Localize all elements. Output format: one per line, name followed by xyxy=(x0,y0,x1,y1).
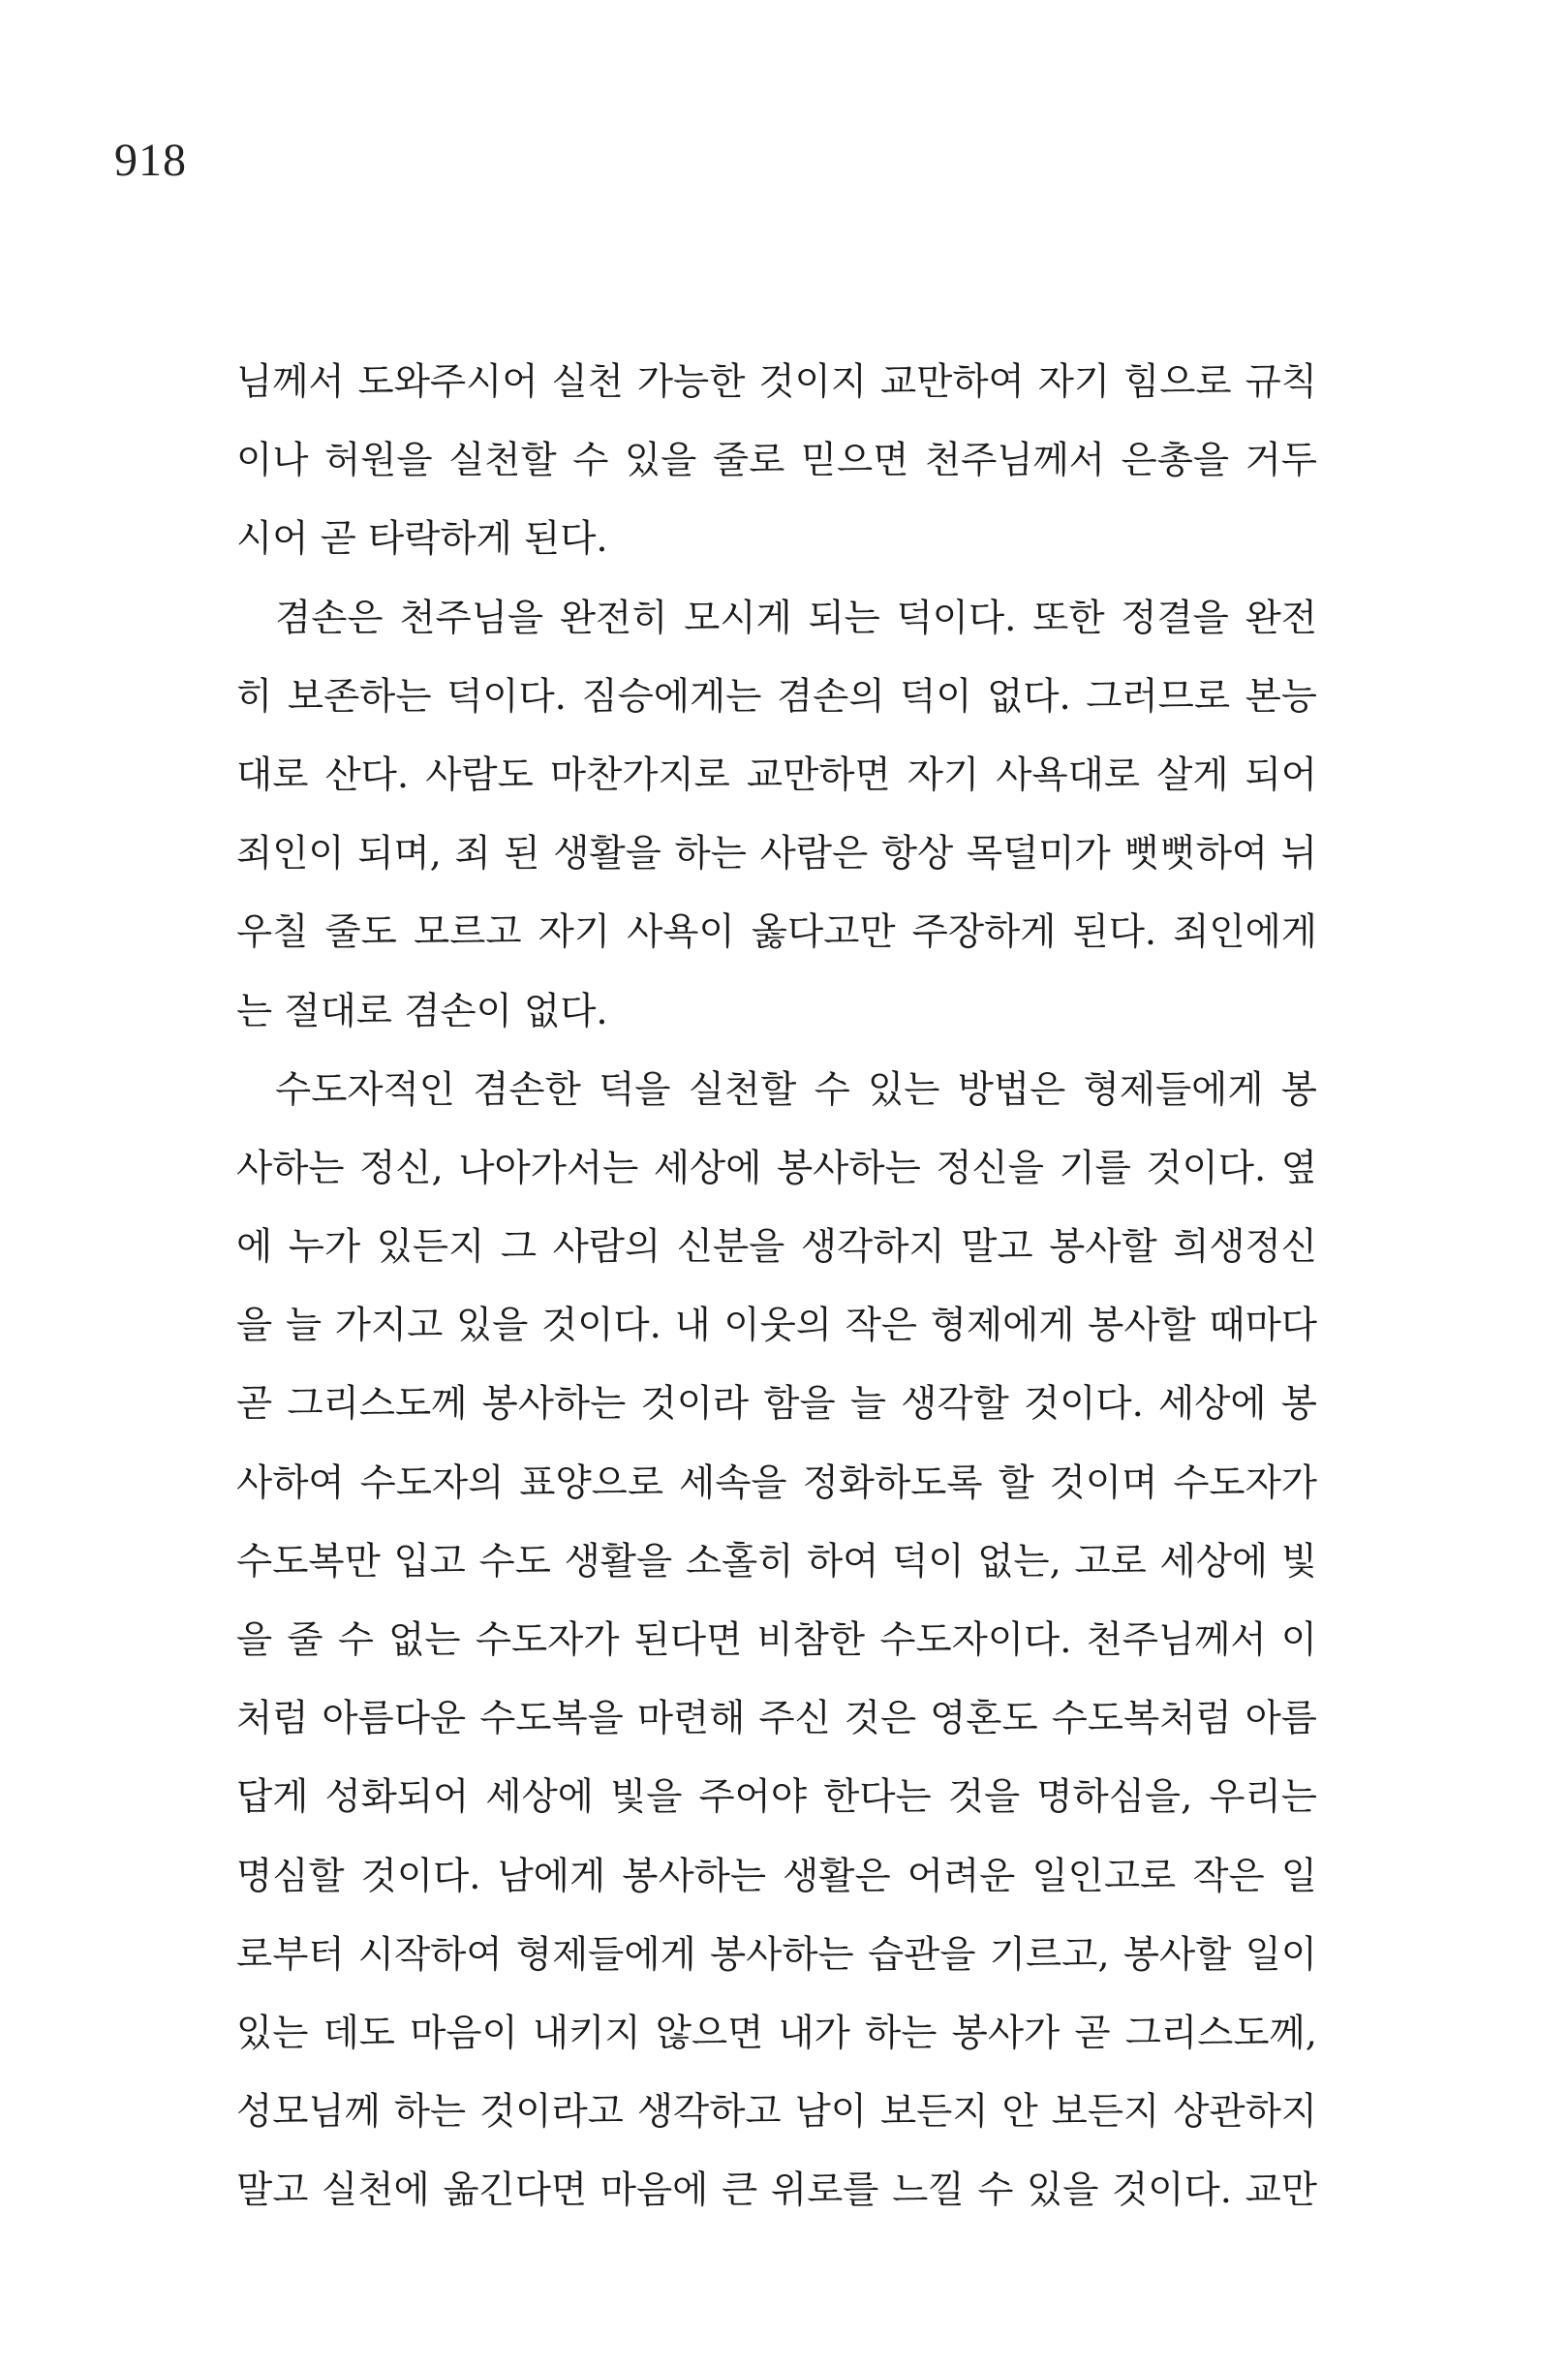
text-line: 에 누가 있든지 그 사람의 신분을 생각하지 말고 봉사할 희생정신 xyxy=(236,1225,1317,1270)
text-line: 명심할 것이다. 남에게 봉사하는 생활은 어려운 일인고로 작은 일 xyxy=(236,1854,1317,1898)
text-line: 수도자적인 겸손한 덕을 실천할 수 있는 방법은 형제들에게 봉 xyxy=(275,1067,1317,1112)
text-line: 을 줄 수 없는 수도자가 된다면 비참한 수도자이다. 천주님께서 이 xyxy=(236,1618,1317,1662)
page-number: 918 xyxy=(114,135,187,186)
text-line: 말고 실천에 옮긴다면 마음에 큰 위로를 느낄 수 있을 것이다. 교만 xyxy=(236,2168,1317,2213)
text-line: 곧 그리스도께 봉사하는 것이라 함을 늘 생각할 것이다. 세상에 봉 xyxy=(236,1382,1317,1427)
text-line: 우칠 줄도 모르고 자기 사욕이 옳다고만 주장하게 된다. 죄인에게 xyxy=(236,910,1317,955)
text-line: 이나 허원을 실천할 수 있을 줄로 믿으면 천주님께서 은총을 거두 xyxy=(236,439,1317,483)
text-line: 로부터 시작하여 형제들에게 봉사하는 습관을 기르고, 봉사할 일이 xyxy=(236,1932,1317,1977)
text-line: 히 보존하는 덕이다. 짐승에게는 겸손의 덕이 없다. 그러므로 본능 xyxy=(236,674,1317,719)
text-line: 성모님께 하는 것이라고 생각하고 남이 보든지 안 보든지 상관하지 xyxy=(236,2090,1317,2135)
body-text xyxy=(236,343,1317,2230)
text-line: 처럼 아름다운 수도복을 마련해 주신 것은 영혼도 수도복처럼 아름 xyxy=(236,1697,1317,1741)
text-line: 죄인이 되며, 죄 된 생활을 하는 사람은 항상 목덜미가 뻣뻣하여 뉘 xyxy=(236,832,1317,876)
text-line: 사하는 정신, 나아가서는 세상에 봉사하는 정신을 기를 것이다. 옆 xyxy=(236,1146,1317,1190)
text-line: 있는 데도 마음이 내키지 않으면 내가 하는 봉사가 곧 그리스도께, xyxy=(236,2011,1317,2055)
text-line: 대로 산다. 사람도 마찬가지로 교만하면 자기 사욕대로 살게 되어 xyxy=(236,753,1317,797)
text-line: 는 절대로 겸손이 없다. xyxy=(236,989,608,1033)
text-line: 수도복만 입고 수도 생활을 소홀히 하여 덕이 없는, 고로 세상에 빛 xyxy=(236,1539,1317,1584)
text-line: 겸손은 천주님을 완전히 모시게 되는 덕이다. 또한 정결을 완전 xyxy=(275,596,1317,640)
text-line: 을 늘 가지고 있을 것이다. 내 이웃의 작은 형제에게 봉사할 때마다 xyxy=(236,1304,1317,1348)
text-line: 답게 성화되어 세상에 빛을 주어야 한다는 것을 명하심을, 우리는 xyxy=(236,1775,1317,1820)
text-line: 사하여 수도자의 표양으로 세속을 정화하도록 할 것이며 수도자가 xyxy=(236,1461,1317,1505)
text-line: 님께서 도와주시어 실천 가능한 것이지 교만하여 자기 힘으로 규칙 xyxy=(236,360,1317,404)
text-line: 시어 곧 타락하게 된다. xyxy=(236,517,608,562)
